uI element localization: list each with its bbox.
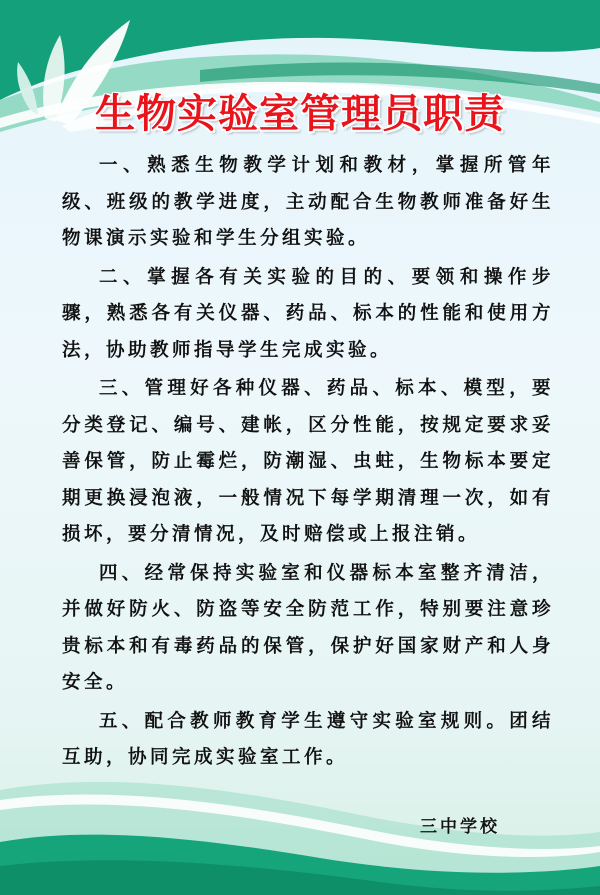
duty-paragraph-3: 三、管理好各种仪器、药品、标本、模型，要分类登记、编号、建帐，区分性能，按规定要求妥善保管，防止霉烂，防潮湿、虫蛀，生物标本要定期更换浸泡液，一般情况下每学期清理一次，如有损坏，要分清情况，及时赔偿或上报注销。 <box>62 378 554 545</box>
school-signature: 三中学校 <box>420 817 500 837</box>
duty-paragraph-1: 一、熟悉生物教学计划和教材，掌握所管年级、班级的教学进度，主动配合生物教师准备好生物课演示实验和学生分组实验。 <box>62 155 554 249</box>
duties-content <box>62 148 554 779</box>
duty-paragraph-4: 四、经常保持实验室和仪器标本室整齐清洁，并做好防火、防盗等安全防范工作，特别要注意珍贵标本和有毒药品的保管，保护好国家财产和人身安全。 <box>62 562 554 693</box>
duty-paragraph-2: 二、掌握各有关实验的目的、要领和操作步骤，熟悉各有关仪器、药品、标本的性能和使用方法，协助教师指导学生完成实验。 <box>62 266 554 361</box>
duty-paragraph-5: 五、配合教师教育学生遵守实验室规则。团结互助，协同完成实验室工作。 <box>62 710 554 768</box>
page-title: 生物实验室管理员职责 <box>95 91 505 137</box>
